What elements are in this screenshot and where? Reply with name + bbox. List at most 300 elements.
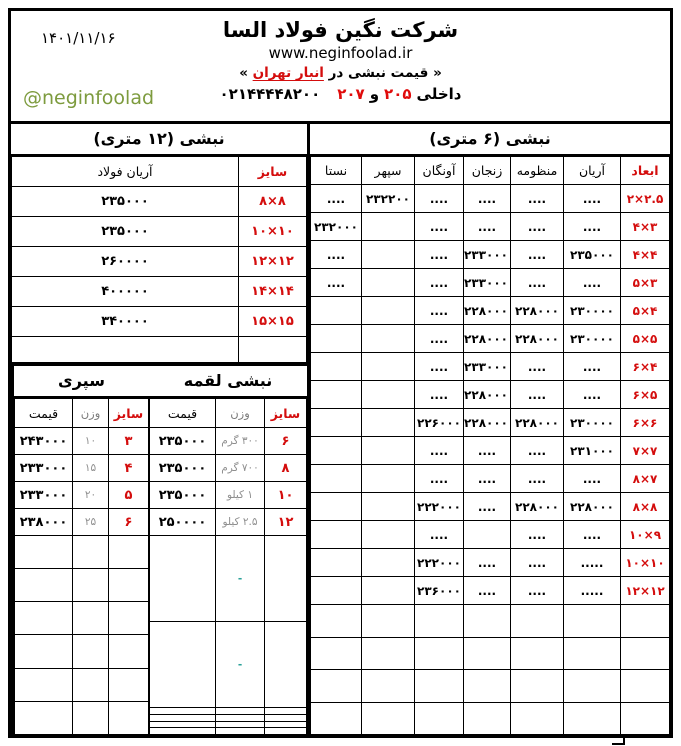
table-cell: ۱ کیلو (216, 482, 265, 509)
table-row (12, 337, 307, 363)
table-row (150, 715, 307, 722)
table-row (15, 455, 149, 482)
table-row (12, 247, 307, 277)
table-cell: ۲.۵ کیلو (216, 509, 265, 536)
table-cell: ۲۳۵۰۰۰ (564, 241, 621, 269)
table-cell: .... (511, 577, 564, 605)
table-cell: ۱۲×۱۲ (621, 577, 670, 605)
table-cell (73, 536, 109, 569)
price-sheet (8, 8, 673, 738)
table-cell (15, 701, 73, 734)
table-row (150, 536, 307, 622)
loghme-section (149, 366, 307, 735)
table-cell: .... (415, 241, 464, 269)
table-row (311, 493, 670, 521)
date: ۱۴۰۱/۱۱/۱۶ (41, 29, 116, 47)
table-cell (564, 637, 621, 670)
table-cell: ۲۳۳۰۰۰ (15, 455, 73, 482)
table-cell: ۲۳۵۰۰۰ (12, 217, 239, 247)
table-cell: ۲۴۳۰۰۰ (15, 428, 73, 455)
table-cell: .... (564, 213, 621, 241)
table-cell: ۲۲۸۰۰۰ (464, 409, 511, 437)
table-cell (464, 637, 511, 670)
table-cell: ۴×۳ (621, 213, 670, 241)
table-cell: ۲۳۳۰۰۰ (464, 241, 511, 269)
table-cell: ۳۴۰۰۰۰ (12, 307, 239, 337)
table-cell (464, 521, 511, 549)
table-cell (311, 493, 362, 521)
table-row (311, 549, 670, 577)
table-row (311, 670, 670, 703)
table-cell: ۲۲۸۰۰۰ (511, 493, 564, 521)
table-cell (415, 637, 464, 670)
instagram-handle: @neginfoolad (23, 87, 155, 109)
table-cell: ۲۳۲۰۰۰ (311, 213, 362, 241)
and-word: و (369, 85, 380, 103)
table-cell: ۲۳۵۰۰۰ (150, 428, 216, 455)
table-cell: ۳ (109, 428, 149, 455)
table-row (311, 577, 670, 605)
table-cell (311, 702, 362, 735)
separi-header-row (15, 399, 149, 428)
table-cell: ۲۳۵۰۰۰ (150, 455, 216, 482)
table-cell: ۴ (109, 455, 149, 482)
table-cell (109, 701, 149, 734)
table-cell: .... (415, 465, 464, 493)
table-row (15, 635, 149, 668)
table-row (15, 569, 149, 602)
table-cell (216, 721, 265, 728)
table-cell: ۱۵×۱۵ (239, 307, 307, 337)
table-cell (15, 569, 73, 602)
table-cell (362, 605, 415, 638)
table-cell: ۲۶۰۰۰۰ (12, 247, 239, 277)
table-cell: ۲۲۸۰۰۰ (464, 381, 511, 409)
table-cell: ۱۲ (265, 509, 307, 536)
table-cell: ۱۰×۹ (621, 521, 670, 549)
table-cell (621, 670, 670, 703)
six-meter-table (310, 156, 670, 735)
table-row (150, 708, 307, 715)
table-cell (109, 668, 149, 701)
table-cell: .... (464, 549, 511, 577)
table-cell: ۴×۴ (621, 241, 670, 269)
column-header-size: سایز (265, 399, 307, 428)
table-cell (362, 702, 415, 735)
table-cell (362, 409, 415, 437)
table-cell: .... (311, 241, 362, 269)
left-section (11, 124, 307, 735)
table-cell: ۱۴×۱۴ (239, 277, 307, 307)
table-cell (621, 605, 670, 638)
twelve-meter-table (11, 156, 307, 363)
table-row (150, 728, 307, 735)
table-row (311, 409, 670, 437)
table-cell (150, 721, 216, 728)
six-meter-header-row (311, 157, 670, 185)
website-url: www.neginfoolad.ir (268, 44, 413, 62)
table-cell (311, 521, 362, 549)
table-row (150, 428, 307, 455)
subtitle-prefix: « قیمت نبشی در (323, 65, 442, 81)
table-row (12, 307, 307, 337)
table-row (311, 241, 670, 269)
table-cell: ۱۵ (73, 455, 109, 482)
table-cell: ۲۵ (73, 509, 109, 536)
phone-line (11, 83, 670, 105)
table-cell (415, 702, 464, 735)
column-header-weight: وزن (73, 399, 109, 428)
table-row (311, 269, 670, 297)
subtitle-highlight: انبار تهران (252, 65, 324, 81)
tables-area (11, 124, 670, 735)
table-cell: .... (311, 185, 362, 213)
table-row (150, 721, 307, 728)
table-cell (265, 536, 307, 622)
table-row (311, 637, 670, 670)
table-cell (216, 715, 265, 722)
table-cell: .... (511, 185, 564, 213)
table-cell: ۲۲۸۰۰۰ (511, 325, 564, 353)
table-cell (150, 622, 216, 708)
table-cell (311, 353, 362, 381)
table-row (311, 465, 670, 493)
table-row (15, 482, 149, 509)
table-cell (464, 605, 511, 638)
table-row (12, 277, 307, 307)
table-cell (239, 337, 307, 363)
table-cell: .... (415, 185, 464, 213)
table-row (15, 509, 149, 536)
table-cell (511, 670, 564, 703)
table-cell (621, 637, 670, 670)
table-cell: .... (415, 381, 464, 409)
table-cell: ۲۰ (73, 482, 109, 509)
table-row (15, 536, 149, 569)
table-cell (311, 549, 362, 577)
table-cell (265, 728, 307, 735)
table-cell (511, 605, 564, 638)
table-cell (362, 437, 415, 465)
table-cell: ۶×۴ (621, 353, 670, 381)
table-cell: ۸×۷ (621, 465, 670, 493)
loghme-table (149, 398, 307, 735)
subtitle-suffix: » (239, 65, 253, 81)
table-cell: - (216, 536, 265, 622)
table-cell (150, 708, 216, 715)
table-row (311, 702, 670, 735)
column-header-arian-foolad: آریان فولاد (12, 157, 239, 187)
table-cell (150, 715, 216, 722)
phone-label: داخلی (416, 85, 462, 103)
table-row (311, 213, 670, 241)
table-cell (415, 670, 464, 703)
column-header-manzoomeh: منظومه (511, 157, 564, 185)
table-cell: ۲۳۵۰۰۰ (150, 482, 216, 509)
subtitle (11, 63, 670, 83)
table-cell: .... (564, 521, 621, 549)
table-cell (311, 637, 362, 670)
table-cell: ۶ (265, 428, 307, 455)
loghme-title: نبشی لقمه (149, 366, 307, 398)
table-cell: .... (564, 381, 621, 409)
column-header-nasta: نستا (311, 157, 362, 185)
table-cell: ۵×۴ (621, 297, 670, 325)
table-row (150, 622, 307, 708)
table-cell: ۲۳۶۰۰۰ (415, 577, 464, 605)
phone-number: ۰۲۱۴۴۴۴۸۲۰۰ (219, 85, 321, 103)
table-cell: ۵ (109, 482, 149, 509)
table-cell (216, 728, 265, 735)
table-cell (216, 708, 265, 715)
column-header-size: سایز (109, 399, 149, 428)
table-cell (73, 635, 109, 668)
table-cell (15, 668, 73, 701)
bottom-tables (11, 366, 307, 735)
table-cell (15, 536, 73, 569)
table-cell (109, 536, 149, 569)
table-cell (564, 670, 621, 703)
column-header-price: قیمت (150, 399, 216, 428)
column-header-weight: وزن (216, 399, 265, 428)
sheet-header (11, 11, 670, 124)
table-cell (73, 668, 109, 701)
table-cell: .... (415, 297, 464, 325)
table-cell (362, 637, 415, 670)
table-cell (362, 493, 415, 521)
table-cell: - (216, 622, 265, 708)
table-row (311, 521, 670, 549)
table-row (15, 428, 149, 455)
table-cell (12, 337, 239, 363)
table-cell (362, 241, 415, 269)
table-cell: ۶×۶ (621, 409, 670, 437)
column-header-zanjan: زنجان (464, 157, 511, 185)
table-cell: ۲۳۰۰۰۰ (564, 325, 621, 353)
table-cell: ۸ (265, 455, 307, 482)
table-cell: ۱۰ (73, 428, 109, 455)
table-cell (362, 297, 415, 325)
table-cell (311, 297, 362, 325)
six-meter-title: نبشی (۶ متری) (310, 124, 670, 156)
table-cell: ۲۲۸۰۰۰ (511, 409, 564, 437)
table-cell: ۲۳۱۰۰۰ (564, 437, 621, 465)
table-cell: .... (511, 241, 564, 269)
table-row (311, 605, 670, 638)
column-header-arian: آریان (564, 157, 621, 185)
table-cell (265, 708, 307, 715)
separi-title: سپری (14, 366, 149, 398)
table-row (15, 701, 149, 734)
table-row (311, 437, 670, 465)
table-cell: ۲۲۲۰۰۰ (415, 493, 464, 521)
separi-table (14, 398, 149, 735)
loghme-header-row (150, 399, 307, 428)
table-cell: ۴۰۰۰۰۰ (12, 277, 239, 307)
table-cell (15, 635, 73, 668)
table-cell: ۱۰×۱۰ (239, 217, 307, 247)
table-cell: .... (511, 353, 564, 381)
column-header-abad: ابعاد (621, 157, 670, 185)
table-cell (362, 325, 415, 353)
table-cell: ۸×۸ (239, 187, 307, 217)
table-cell: .... (415, 213, 464, 241)
table-cell (362, 670, 415, 703)
table-cell: .... (311, 269, 362, 297)
table-cell: ۲۳۳۰۰۰ (464, 269, 511, 297)
table-cell (73, 602, 109, 635)
table-row (311, 185, 670, 213)
table-row (150, 482, 307, 509)
table-cell (73, 701, 109, 734)
table-cell (415, 605, 464, 638)
table-cell: .... (511, 269, 564, 297)
column-header-sepehr: سپهر (362, 157, 415, 185)
table-cell (311, 670, 362, 703)
table-cell (109, 602, 149, 635)
table-cell: .... (564, 185, 621, 213)
table-cell: ۲۵۰۰۰۰ (150, 509, 216, 536)
table-cell (150, 536, 216, 622)
table-cell: ۲۲۸۰۰۰ (464, 297, 511, 325)
table-cell (311, 437, 362, 465)
table-cell (362, 521, 415, 549)
table-cell (150, 728, 216, 735)
table-cell: .... (511, 521, 564, 549)
table-row (12, 187, 307, 217)
scan-artifact (612, 737, 625, 745)
table-cell: ۲۳۵۰۰۰ (12, 187, 239, 217)
table-cell (73, 569, 109, 602)
table-cell: ۲۳۳۰۰۰ (15, 482, 73, 509)
column-header-avangan: آونگان (415, 157, 464, 185)
table-cell (564, 702, 621, 735)
table-cell (362, 269, 415, 297)
header-center (11, 17, 670, 105)
table-cell: .... (464, 185, 511, 213)
table-cell (311, 605, 362, 638)
table-row (311, 353, 670, 381)
table-row (311, 381, 670, 409)
table-cell: ..... (564, 549, 621, 577)
six-meter-section (307, 124, 670, 735)
table-cell: ۲۲۸۰۰۰ (464, 325, 511, 353)
table-cell: ۲۲۲۰۰۰ (415, 549, 464, 577)
table-cell: ..... (564, 577, 621, 605)
table-cell: ۲۳۰۰۰۰ (564, 297, 621, 325)
table-row (311, 297, 670, 325)
table-cell: ۳۰۰ گرم (216, 428, 265, 455)
table-cell (362, 577, 415, 605)
extension-1: ۲۰۵ (384, 85, 412, 103)
table-cell: .... (511, 437, 564, 465)
table-cell (362, 353, 415, 381)
table-cell (362, 465, 415, 493)
column-header-price: قیمت (15, 399, 73, 428)
table-cell: .... (564, 465, 621, 493)
table-cell: .... (511, 381, 564, 409)
table-cell (311, 465, 362, 493)
table-cell: .... (415, 521, 464, 549)
table-row (15, 602, 149, 635)
table-row (15, 668, 149, 701)
table-cell: .... (564, 269, 621, 297)
table-cell (265, 622, 307, 708)
table-cell: .... (511, 549, 564, 577)
table-cell: ۲۳۸۰۰۰ (15, 509, 73, 536)
table-cell (621, 702, 670, 735)
table-cell (265, 715, 307, 722)
table-cell: ۲۲۸۰۰۰ (511, 297, 564, 325)
table-cell: .... (564, 353, 621, 381)
table-cell: .... (464, 213, 511, 241)
table-cell: ۱۰×۱۰ (621, 549, 670, 577)
table-cell (511, 637, 564, 670)
table-cell: ۶×۵ (621, 381, 670, 409)
table-row (150, 455, 307, 482)
table-cell: .... (464, 493, 511, 521)
table-cell: ۱۲×۱۲ (239, 247, 307, 277)
table-cell (464, 702, 511, 735)
column-header-size: سایز (239, 157, 307, 187)
separi-section (11, 366, 149, 735)
table-cell: ۵×۵ (621, 325, 670, 353)
table-cell: ۱۰ (265, 482, 307, 509)
table-cell: ۲۳۰۰۰۰ (564, 409, 621, 437)
table-cell: ۲۲۸۰۰۰ (564, 493, 621, 521)
table-cell: .... (464, 577, 511, 605)
table-cell: ۷۰۰ گرم (216, 455, 265, 482)
company-title: شرکت نگین فولاد السا (222, 18, 459, 42)
table-cell: .... (511, 213, 564, 241)
table-cell (564, 605, 621, 638)
table-cell: .... (464, 465, 511, 493)
table-cell (311, 409, 362, 437)
table-cell (265, 721, 307, 728)
table-cell: .... (415, 269, 464, 297)
table-cell: .... (415, 325, 464, 353)
table-cell: .... (415, 353, 464, 381)
twelve-meter-section (11, 124, 307, 366)
table-cell (311, 577, 362, 605)
table-cell: ۵×۳ (621, 269, 670, 297)
table-cell: .... (511, 465, 564, 493)
twelve-meter-header-row (12, 157, 307, 187)
table-cell (311, 381, 362, 409)
table-cell (15, 602, 73, 635)
table-cell: .... (464, 437, 511, 465)
table-cell (464, 670, 511, 703)
table-cell: ۲۳۳۰۰۰ (464, 353, 511, 381)
table-cell: ۲۲۶۰۰۰ (415, 409, 464, 437)
table-row (12, 217, 307, 247)
table-cell: ۷×۷ (621, 437, 670, 465)
table-row (150, 509, 307, 536)
table-cell: ۶ (109, 509, 149, 536)
table-cell: ۸×۸ (621, 493, 670, 521)
table-cell (362, 213, 415, 241)
table-cell (362, 381, 415, 409)
table-cell: .... (415, 437, 464, 465)
twelve-meter-title: نبشی (۱۲ متری) (11, 124, 307, 156)
table-cell (362, 549, 415, 577)
table-cell: ۲۳۲۲۰۰ (362, 185, 415, 213)
table-cell (109, 569, 149, 602)
table-cell: ۲×۲.۵ (621, 185, 670, 213)
extension-2: ۲۰۷ (337, 85, 365, 103)
table-cell (109, 635, 149, 668)
table-cell (511, 702, 564, 735)
